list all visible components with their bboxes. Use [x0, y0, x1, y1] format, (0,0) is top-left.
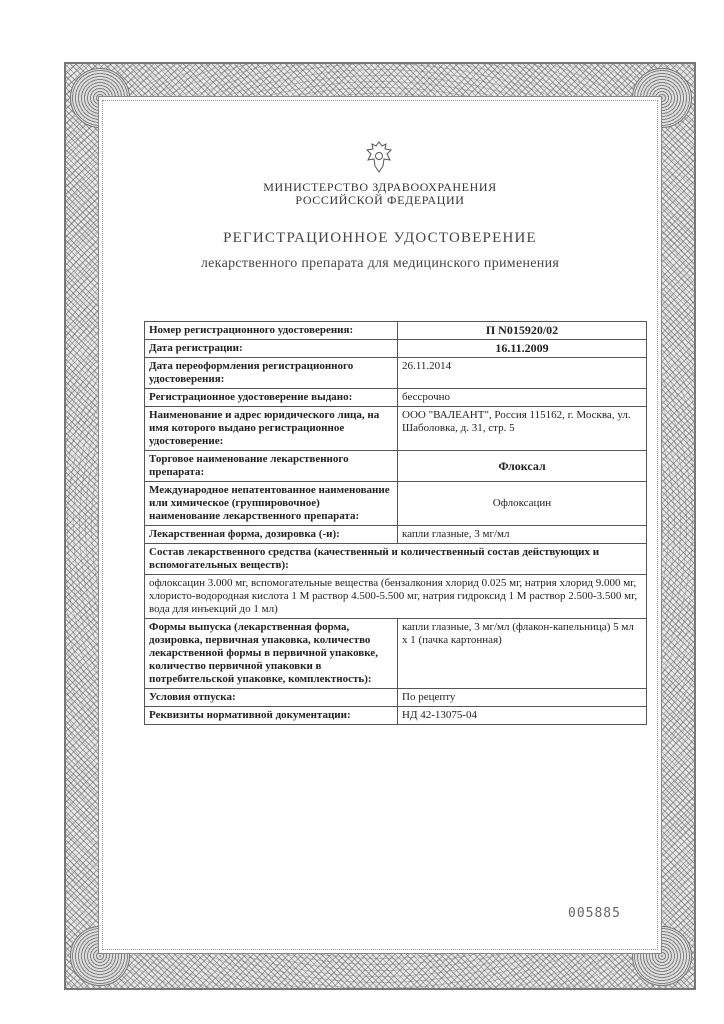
registration-table [144, 321, 647, 725]
reg-number-value: П N015920/02 [398, 322, 647, 340]
reg-number-label: Номер регистрационного удостоверения: [145, 322, 398, 340]
inn-value: Офлоксацин [398, 482, 647, 526]
trade-name-value: Флоксал [398, 451, 647, 482]
release-forms-label: Формы выпуска (лекарственная форма, дозировка, первичная упаковка, количество лекарственной формы в первичной упаковке, количество первичной упаковки в потребительской упаковке, комплектность): [145, 619, 398, 689]
document-title: РЕГИСТРАЦИОННОЕ УДОСТОВЕРЕНИЕ [223, 230, 537, 246]
normative-doc-label: Реквизиты нормативной документации: [145, 707, 398, 725]
reissue-date-value: 26.11.2014 [398, 358, 647, 389]
table-row [145, 358, 647, 389]
trade-name-label: Торговое наименование лекарственного препарата: [145, 451, 398, 482]
release-forms-value: капли глазные, 3 мг/мл (флакон-капельница) 5 мл х 1 (пачка картонная) [398, 619, 647, 689]
table-row [145, 619, 647, 689]
table-row [145, 389, 647, 407]
dosage-form-value: капли глазные, 3 мг/мл [398, 526, 647, 544]
composition-label: Состав лекарственного средства (качественный и количественный состав действующих и вспомогательных веществ): [145, 544, 647, 575]
reg-date-label: Дата регистрации: [145, 340, 398, 358]
table-row [145, 407, 647, 451]
table-row [145, 575, 647, 619]
table-row [145, 689, 647, 707]
ministry-name-line2: РОССИЙСКОЙ ФЕДЕРАЦИИ [295, 193, 465, 207]
ministry-name-line1: МИНИСТЕРСТВО ЗДРАВООХРАНЕНИЯ [263, 180, 497, 194]
reg-date-value: 16.11.2009 [398, 340, 647, 358]
holder-label: Наименование и адрес юридического лица, на имя которого выдано регистрационное удостоверение: [145, 407, 398, 451]
serial-number: 005885 [568, 906, 621, 921]
table-row [145, 482, 647, 526]
table-row [145, 526, 647, 544]
document-subtitle: лекарственного препарата для медицинского применения [200, 256, 560, 271]
table-row [145, 322, 647, 340]
issued-value: бессрочно [398, 389, 647, 407]
table-row [145, 451, 647, 482]
issued-label: Регистрационное удостоверение выдано: [145, 389, 398, 407]
reissue-date-label: Дата переоформления регистрационного удостоверения: [145, 358, 398, 389]
normative-doc-value: НД 42-13075-04 [398, 707, 647, 725]
dispensing-label: Условия отпуска: [145, 689, 398, 707]
dispensing-value: По рецепту [398, 689, 647, 707]
table-row [145, 707, 647, 725]
table-row [145, 340, 647, 358]
coat-of-arms-icon [364, 140, 394, 174]
inn-label: Международное непатентованное наименование или химическое (группировочное) наименование лекарственного препарата: [145, 482, 398, 526]
table-row [145, 544, 647, 575]
composition-value: офлоксацин 3.000 мг, вспомогательные вещества (бензалкония хлорид 0.025 мг, натрия хлорид 9.000 мг, хлористо-водородная кислота 1 М раствор 4.500-5.500 мг, натрия гидроксид 1 М раствор 2.500-3.500 мг, вода для инъекций до 1 мл) [145, 575, 647, 619]
holder-value: ООО "ВАЛЕАНТ", Россия 115162, г. Москва, ул. Шаболовка, д. 31, стр. 5 [398, 407, 647, 451]
dosage-form-label: Лекарственная форма, дозировка (-и): [145, 526, 398, 544]
